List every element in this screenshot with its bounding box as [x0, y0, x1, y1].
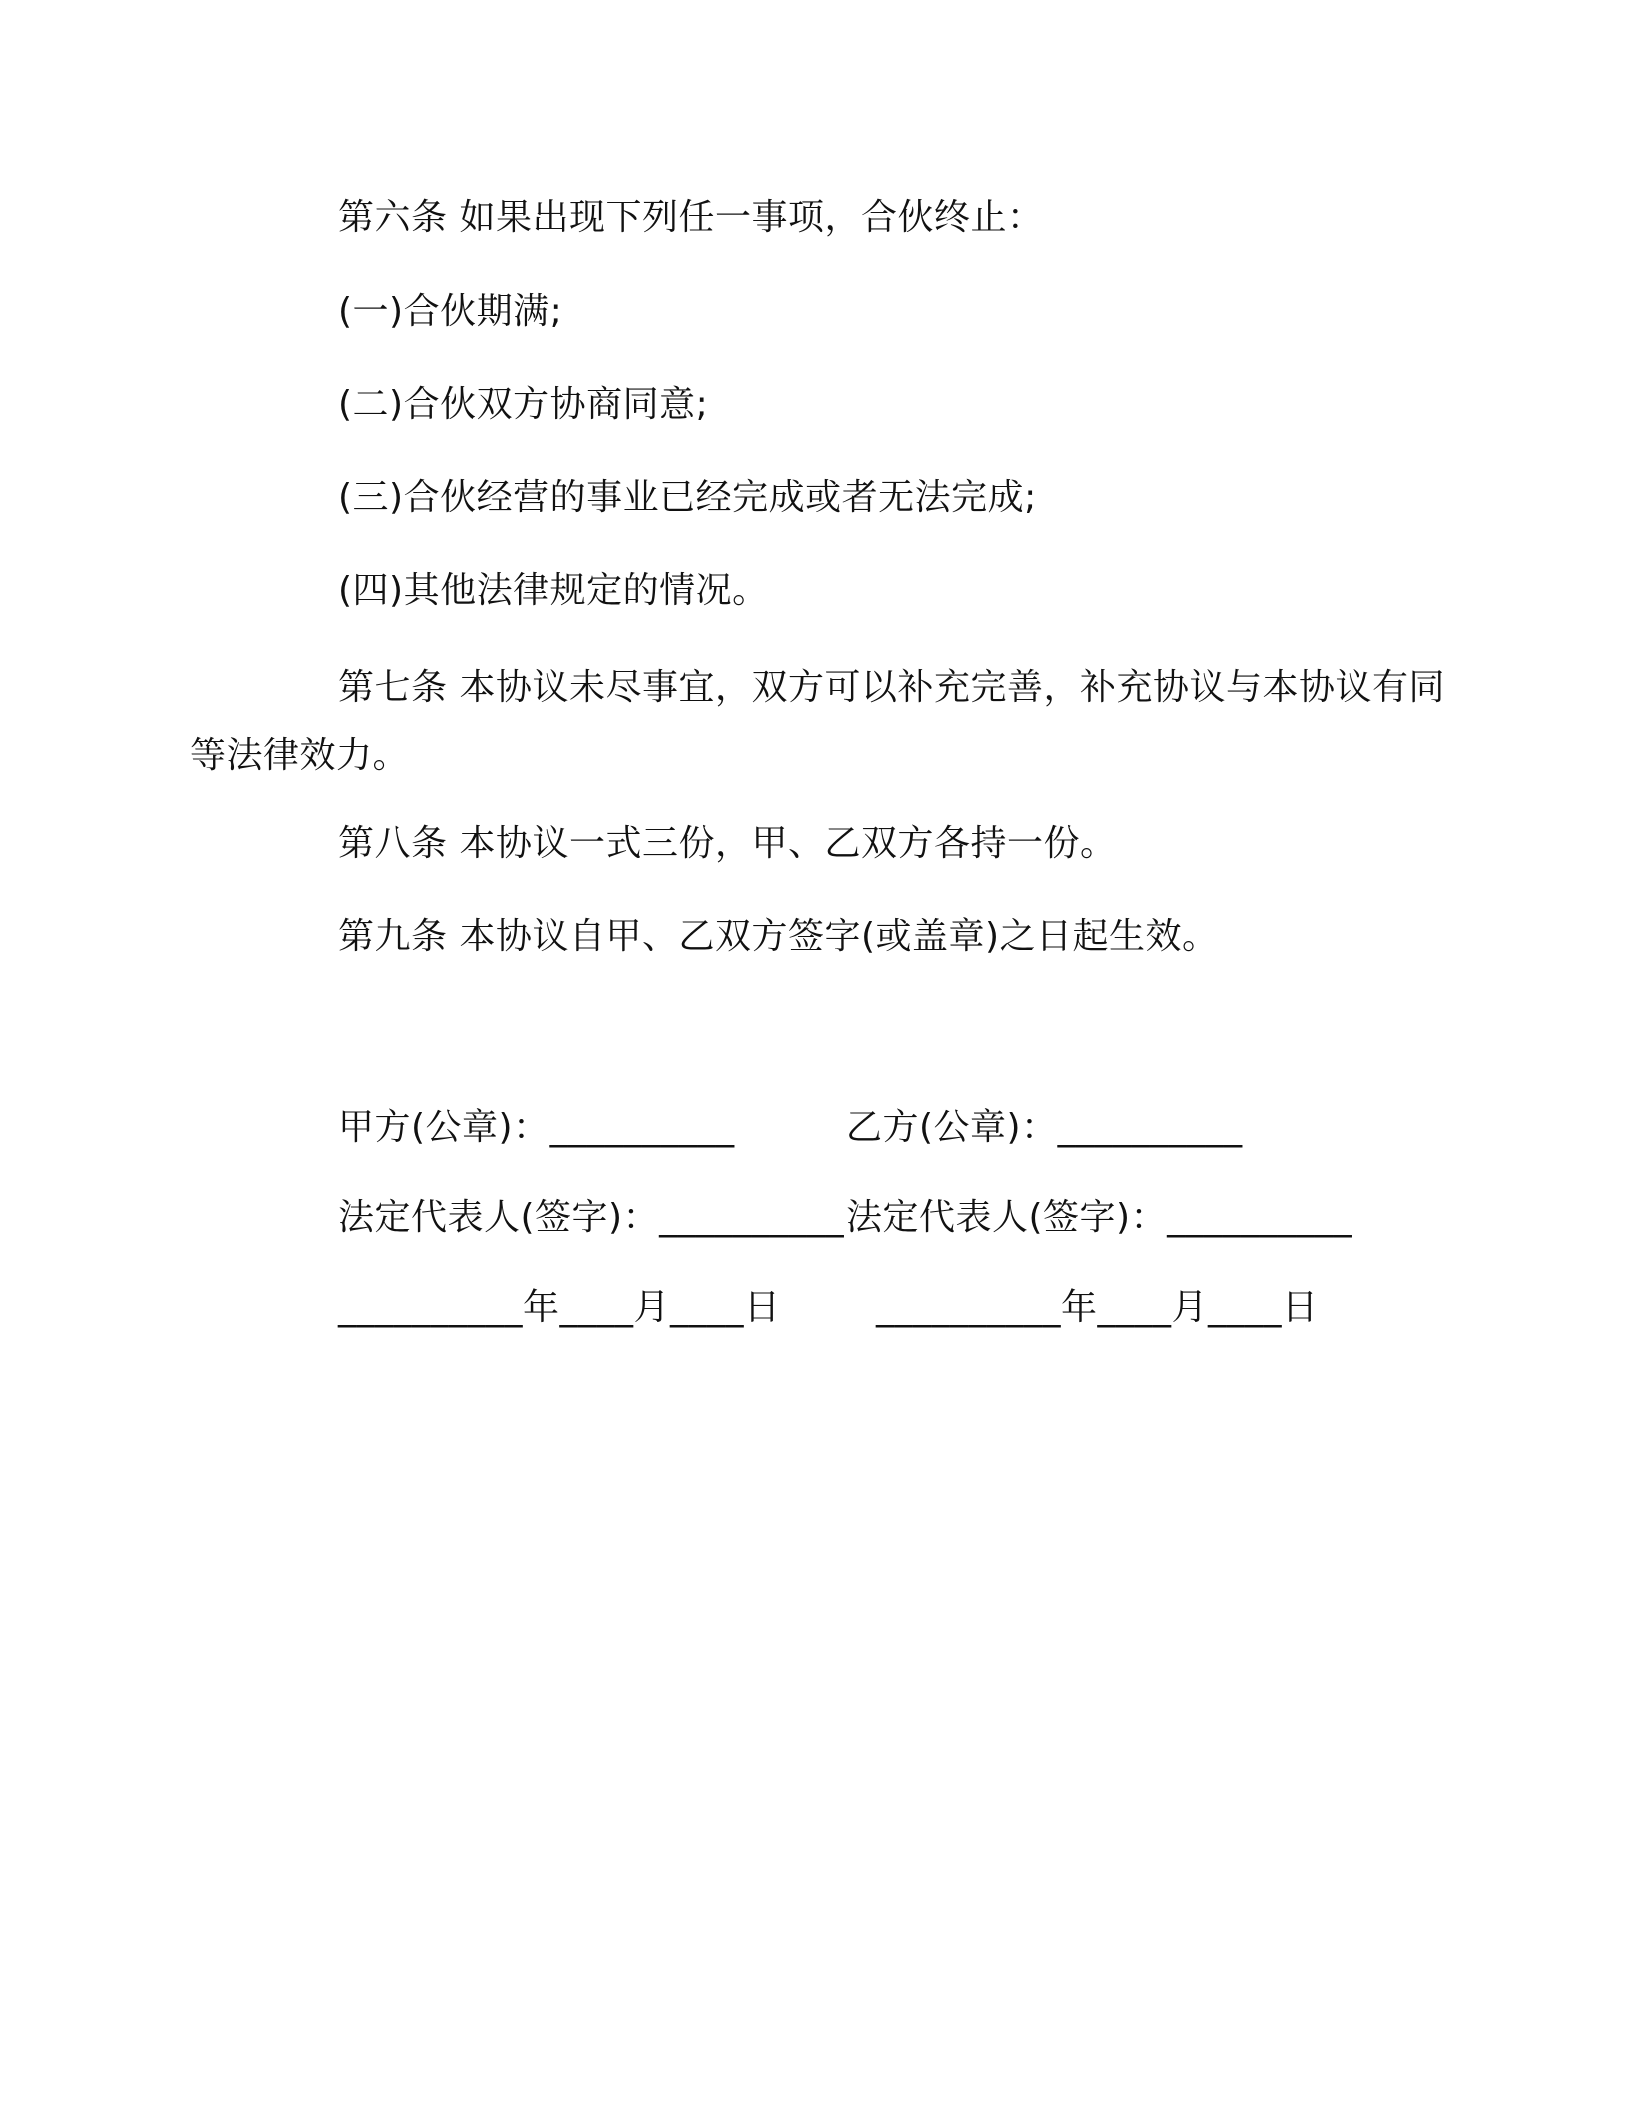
article-6-item-3: (三)合伙经营的事业已经完成或者无法完成;	[338, 477, 1037, 518]
article-6-item-2: (二)合伙双方协商同意;	[338, 384, 709, 425]
article-8: 第八条 本协议一式三份，甲、乙双方各持一份。	[338, 823, 1117, 864]
article-7: 第七条 本协议未尽事宜，双方可以补充完善，补充协议与本协议有同等法律效力。	[190, 667, 1445, 776]
party-b-seal-field: 乙方(公章)：__________	[846, 1107, 1243, 1148]
party-b-representative-field: 法定代表人(签字)：__________	[846, 1197, 1353, 1238]
party-a-representative-field: 法定代表人(签字)：__________	[338, 1197, 845, 1238]
article-6-heading: 第六条 如果出现下列任一事项，合伙终止：	[338, 197, 1044, 238]
party-a-seal-field: 甲方(公章)：__________	[338, 1107, 735, 1148]
article-9: 第九条 本协议自甲、乙双方签字(或盖章)之日起生效。	[338, 916, 1219, 957]
party-b-date-field: __________年____月____日	[876, 1287, 1319, 1328]
article-6-item-1: (一)合伙期满;	[338, 291, 563, 332]
article-6-item-4: (四)其他法律规定的情况。	[338, 570, 769, 611]
party-a-date-field: __________年____月____日	[338, 1287, 781, 1328]
